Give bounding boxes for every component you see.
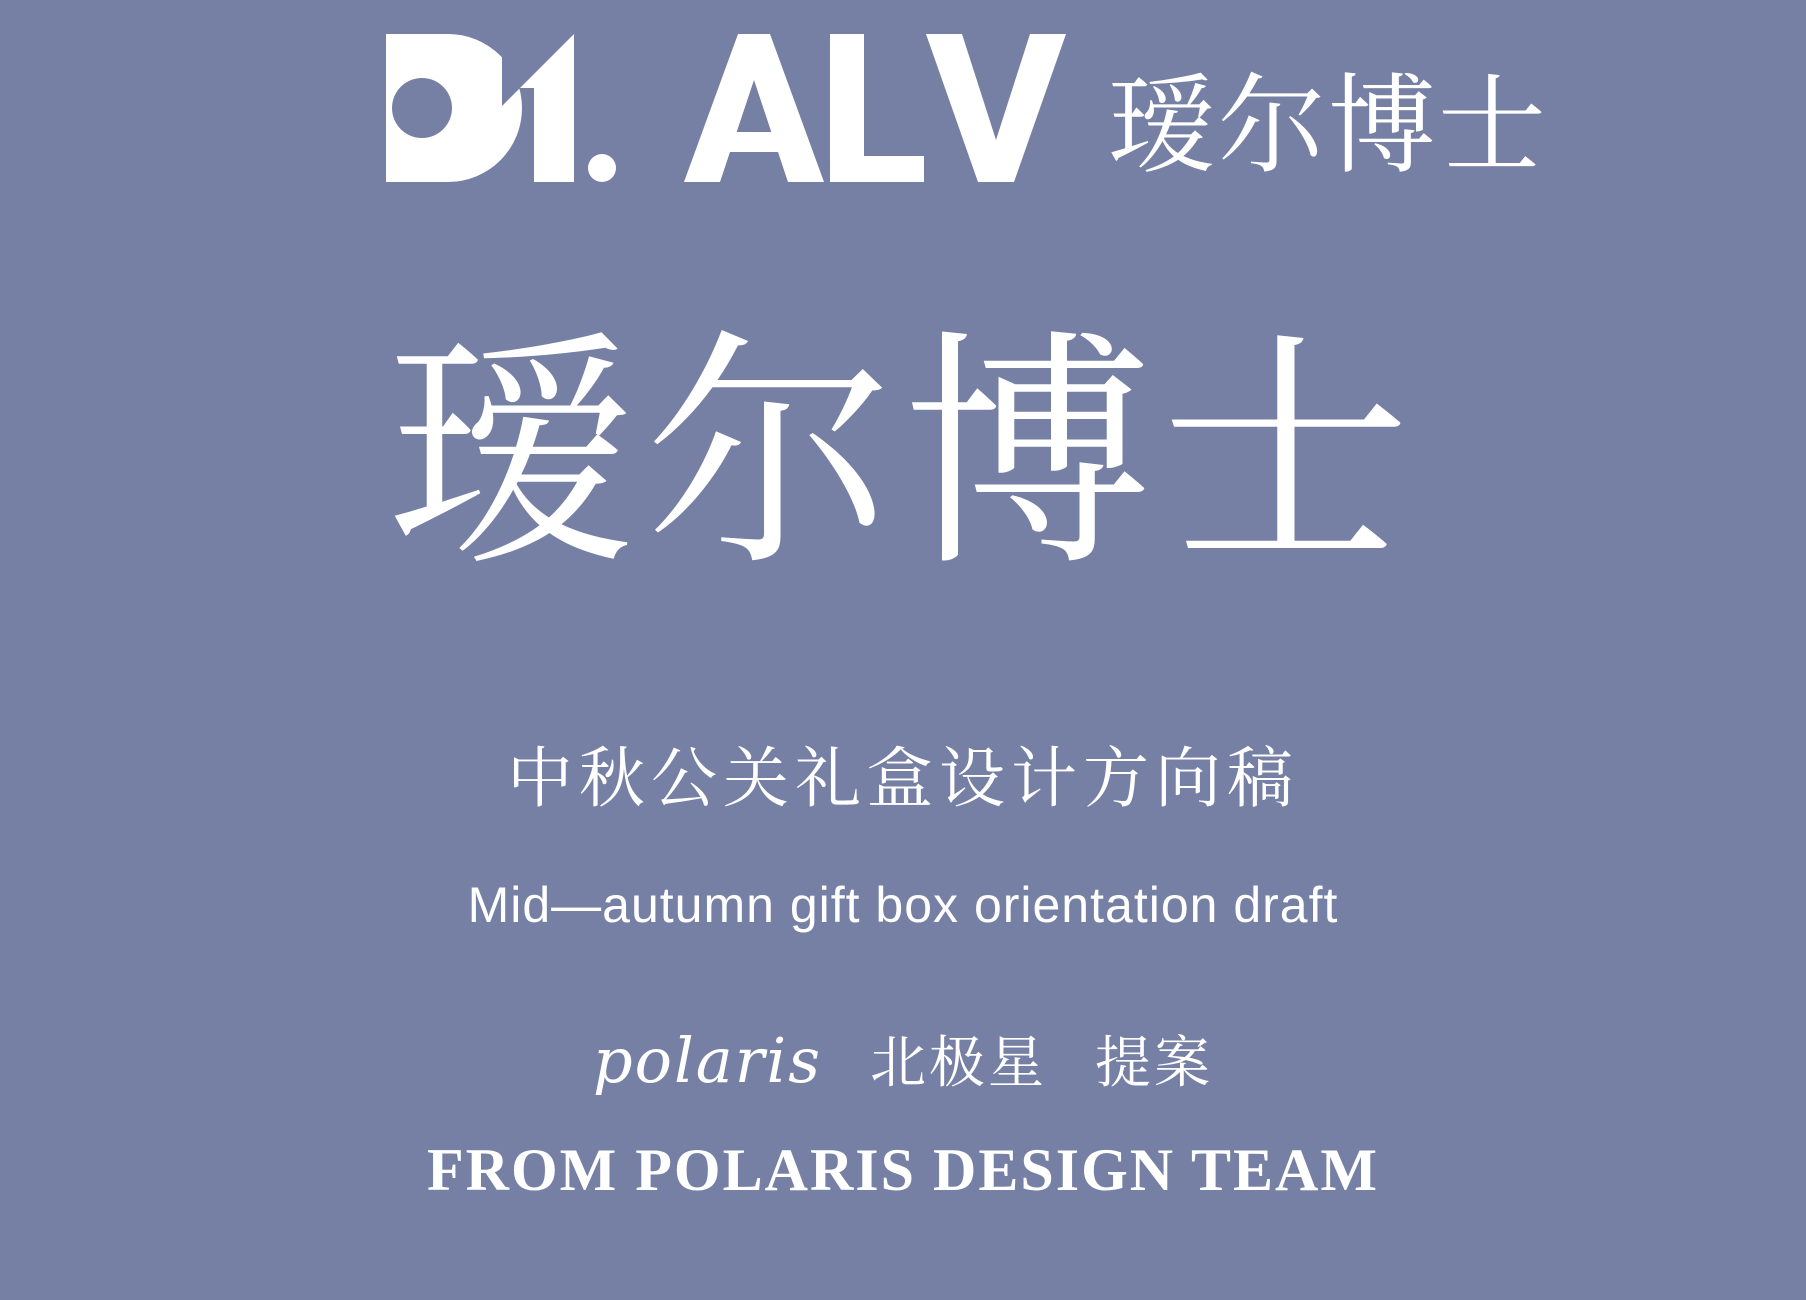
credit-script-polaris: polaris xyxy=(592,1024,823,1097)
logo-chinese-text: 瑷尔博士 xyxy=(1108,65,1549,186)
credit-doc-type-chinese: 提案 xyxy=(1095,1031,1214,1094)
brand-logo-lockup xyxy=(378,28,1548,188)
credit-row xyxy=(0,1024,1806,1097)
credit-team-chinese: 北极星 xyxy=(870,1031,1048,1094)
subtitle-chinese: 中秋公关礼盒设计方向稿 xyxy=(507,741,1299,815)
subtitle-english: Mid—autumn gift box orientation draft xyxy=(467,877,1339,933)
brand-name-cn: 瑷尔博士 xyxy=(387,315,1419,594)
credit-line-english: FROM POLARIS DESIGN TEAM xyxy=(427,1137,1379,1203)
dr-alva-logo-icon xyxy=(378,28,1090,188)
